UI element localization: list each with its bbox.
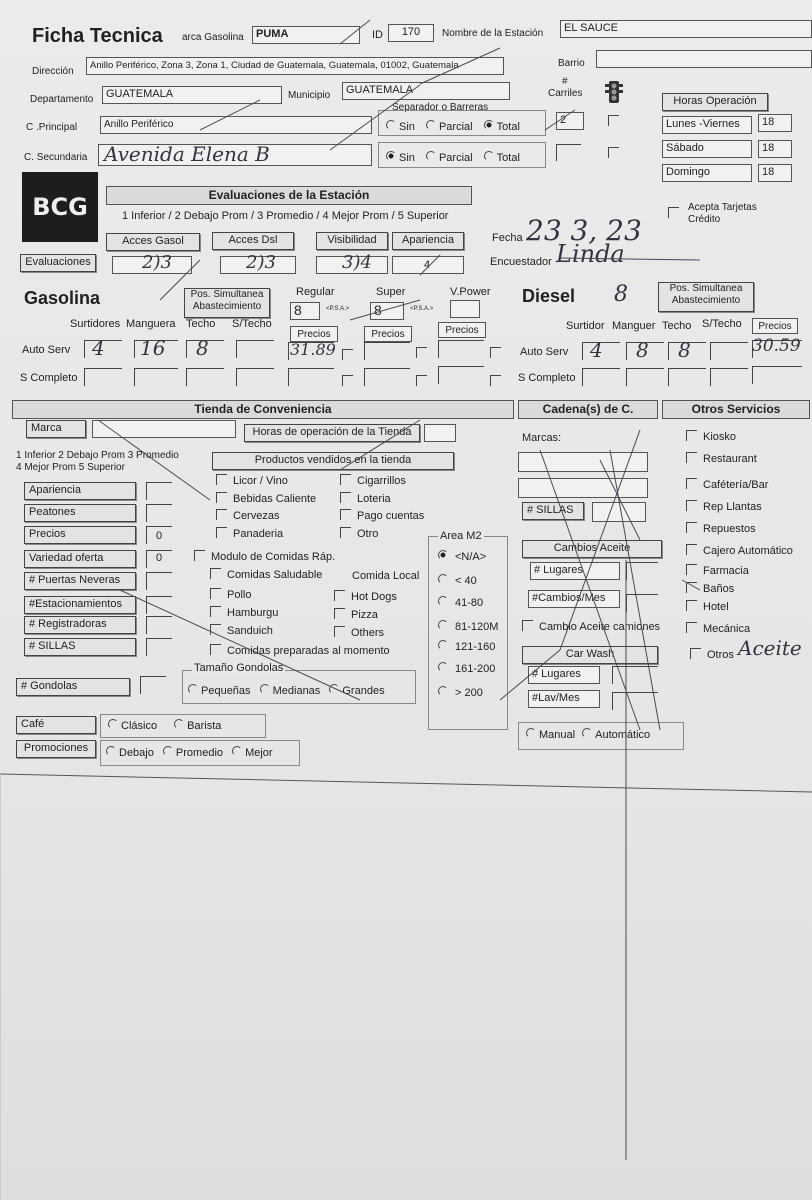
id-label: ID [372,29,383,41]
others-checkbox[interactable]: Others [334,626,384,639]
gas-s-completo-label: S Completo [20,372,78,384]
horas-operacion-button[interactable]: Horas Operación [662,93,768,111]
tarjetas-label-2: Crédito [688,214,721,225]
area-option-6[interactable]: > 200 [436,686,483,699]
producto-loteria-checkbox[interactable]: Loteria [340,492,391,505]
domingo-field[interactable]: 18 [758,164,792,182]
otros-mec-nica-checkbox[interactable]: Mecánica [686,622,750,635]
otros-rep-llantas-checkbox[interactable]: Rep Llantas [686,500,762,513]
super-pos-field[interactable]: 8 [370,302,404,320]
tamano-label: Tamaño Gondolas [194,662,284,674]
diesel-precios-header: Precios [752,318,798,334]
acces-gasol-button[interactable]: Acces Gasol [106,233,200,251]
area-option-0[interactable]: <N/A> [436,550,486,563]
car-wash-button[interactable]: Car Wash [522,646,658,664]
municipio-label: Municipio [288,90,331,101]
diesel-as-surtidor-hand: 4 [590,338,603,362]
domingo-label: Domingo [662,164,752,182]
diesel-stecho-header: S/Techo [702,318,742,330]
otros-caf-ter-a-bar-checkbox[interactable]: Cafétería/Bar [686,478,768,491]
pollo-checkbox[interactable]: Pollo [210,588,251,601]
producto-bebidas-caliente-checkbox[interactable]: Bebidas Caliente [216,492,316,505]
diesel-s-completo-label: S Completo [518,372,576,384]
aceite-cambios-label: #Cambios/Mes [528,590,620,608]
rating-estacionamientos-button[interactable]: #Estacionamientos [24,596,136,614]
diesel-hand: 8 [614,282,628,307]
marca-label: arca Gasolina [182,32,244,43]
cadena-sillas-button[interactable]: # SILLAS [522,502,584,520]
acces-dsl-button[interactable]: Acces Dsl [212,232,294,250]
promociones-button[interactable]: Promociones [16,740,96,758]
rating-registradoras-button[interactable]: # Registradoras [24,616,136,634]
regular-pos-field[interactable]: 8 [290,302,320,320]
hot-dogs-checkbox[interactable]: Hot Dogs [334,590,397,603]
aceite-lugares-label: # Lugares [530,562,620,580]
lunes-field[interactable]: 18 [758,114,792,132]
modulo-comidas[interactable]: Modulo de Comidas Ráp. [194,550,335,563]
producto-cigarrillos-checkbox[interactable]: Cigarrillos [340,474,406,487]
precios-regular-header: Precios [290,326,338,342]
diesel-auto-serv-label: Auto Serv [520,346,569,358]
cambios-aceite-button[interactable]: Cambios Aceite [522,540,662,558]
area-option-2[interactable]: 41-80 [436,596,483,609]
rating-peatones-button[interactable]: Peatones [24,504,136,522]
form-title: Ficha Tecnica [32,25,163,47]
evaluaciones-title: Evaluaciones de la Estación [106,186,472,205]
eval-acces-gasol-hand: 2)3 [142,252,172,273]
visibilidad-button[interactable]: Visibilidad [316,232,388,250]
departamento-label: Departamento [30,94,94,105]
tienda-title: Tienda de Conveniencia [12,400,514,419]
separador-label: Separador o Barreras [392,102,489,113]
gas-auto-serv-label: Auto Serv [22,344,71,356]
diesel-surtidor-header: Surtidor [566,320,605,332]
hamburgu-checkbox[interactable]: Hamburgu [210,606,278,619]
tienda-horas-button[interactable]: Horas de operación de la Tienda [244,424,420,442]
csecundaria-label: C. Secundaria [24,152,88,163]
id-field[interactable]: 170 [388,24,434,42]
otros-cajero-autom-tico-checkbox[interactable]: Cajero Automático [686,544,793,557]
marca-field[interactable]: PUMA [252,26,360,44]
gondolas-button[interactable]: # Gondolas [16,678,130,696]
gasolina-pos-sim-button[interactable]: Pos. Simultanea Abastecimiento [184,288,270,318]
diesel-as-manguer-hand: 8 [636,338,649,362]
rating-puertas-neveras-button[interactable]: # Puertas Neveras [24,572,136,590]
rating-precios-button[interactable]: Precios [24,526,136,544]
evaluaciones-scale: 1 Inferior / 2 Debajo Prom / 3 Promedio / 4 Mejor Prom / 5 Superior [122,210,449,222]
super-label: Super [376,286,406,298]
carriles-hash: # [562,76,568,87]
gas-as-techo-hand: 8 [196,336,209,360]
vpower-label: V.Power [450,286,491,298]
otros-checkbox[interactable]: Otros [690,648,734,661]
variedad-rating-value: 0 [156,552,163,564]
comida-local-label: Comida Local [352,570,420,582]
gas-as-manguera-hand: 16 [140,336,166,360]
area-option-4[interactable]: 121-160 [436,640,495,653]
gas-as-precio-regular-hand: 31.89 [290,340,336,359]
regular-label: Regular [296,286,335,298]
cafe-options[interactable]: Clásico Barista [106,719,221,732]
tienda-scale-1: 1 Inferior 2 Debajo Prom 3 Promedio [16,450,179,461]
otros-kiosko-checkbox[interactable]: Kiosko [686,430,736,443]
regular-psa: <P.S.A.> [326,306,350,312]
precios-vpower-header: Precios [438,322,486,338]
direccion-label: Dirección [32,66,74,77]
cprincipal-label: C .Principal [26,122,78,133]
productos-button[interactable]: Productos vendidos en la tienda [212,452,454,470]
otros-restaurant-checkbox[interactable]: Restaurant [686,452,757,465]
wash-lugares-label: # Lugares [528,666,600,684]
comidas-prep-checkbox[interactable]: Comidas preparadas al momento [210,644,390,657]
rating-variedad-oferta-button[interactable]: Variedad oferta [24,550,136,568]
otros-repuestos-checkbox[interactable]: Repuestos [686,522,756,535]
tamano-options[interactable]: Pequeñas Medianas Grandes [186,684,385,697]
wash-mode-options[interactable]: Manual Automático [524,728,650,741]
tienda-marca-button[interactable]: Marca [26,420,86,438]
apariencia-button[interactable]: Apariencia [392,232,464,250]
diesel-techo-header: Techo [662,320,692,332]
tarjetas-label-1: Acepta Tarjetas [688,202,757,213]
separador-secundaria-options[interactable]: Sin Parcial Total [384,151,520,164]
gasolina-title: Gasolina [24,288,101,308]
nombre-field[interactable]: EL SAUCE [560,20,812,38]
gas-as-surtidores-hand: 4 [92,336,105,360]
comidas-saludable[interactable]: Comidas Saludable [210,568,322,581]
encuestador-handwriting: Linda [556,240,625,268]
promociones-options[interactable]: Debajo Promedio Mejor [104,746,273,759]
precios-super-header: Precios [364,326,412,342]
sabado-label: Sábado [662,140,752,158]
pizza-checkbox[interactable]: Pizza [334,608,378,621]
marcas-label: Marcas: [522,432,562,444]
encuestador-label: Encuestador [490,256,552,268]
area-label: Area M2 [440,530,482,542]
otros-title: Otros Servicios [662,400,810,419]
manguera-header: Manguera [126,318,176,330]
sanduich-checkbox[interactable]: Sanduich [210,624,273,637]
fecha-handwriting: 23 3, 23 [526,214,642,247]
carriles-label: Carriles [548,88,583,99]
area-option-1[interactable]: < 40 [436,574,477,587]
nombre-label: Nombre de la Estación [442,28,544,39]
area-option-3[interactable]: 81-120M [436,620,498,633]
departamento-field[interactable]: GUATEMALA [102,86,282,104]
super-psa: <P.S.A.> [410,306,434,312]
area-option-5[interactable]: 161-200 [436,662,495,675]
lunes-label: Lunes -Viernes [662,116,752,134]
diesel-manguer-header: Manguer [612,320,656,332]
cambio-camiones-checkbox[interactable]: Cambio Aceite camiones [522,620,660,633]
producto-otro-checkbox[interactable]: Otro [340,527,378,540]
surtidores-header: Surtidores [70,318,121,330]
separador-principal-options[interactable]: Sin Parcial Total [384,120,520,133]
stecho-header: S/Techo [232,318,272,330]
diesel-as-precio-hand: 30.59 [752,336,801,356]
producto-pago-cuentas-checkbox[interactable]: Pago cuentas [340,509,424,522]
direccion-field[interactable]: Anillo Periférico, Zona 3, Zona 1, Ciudad de Guatemala, Guatemala, 01002, Guatemala [86,57,504,75]
cprincipal-field[interactable]: Anillo Periférico [100,116,372,134]
barrio-label: Barrio [558,58,585,69]
producto-panaderia-checkbox[interactable]: Panaderia [216,527,283,540]
rating-sillas-button[interactable]: # SILLAS [24,638,136,656]
otros-handwriting: Aceite [738,636,802,660]
tienda-scale-2: 4 Mejor Prom 5 Superior [16,462,125,473]
municipio-field[interactable]: GUATEMALA [342,82,510,100]
eval-visibilidad-hand: 3)4 [342,252,372,273]
diesel-as-techo-hand: 8 [678,338,691,362]
cadena-title: Cadena(s) de C. [518,400,658,419]
wash-lav-label: #Lav/Mes [528,690,600,708]
otros-ba-os-checkbox[interactable]: Baños [686,582,734,595]
eval-acces-dsl-hand: 2)3 [246,252,276,273]
csecundaria-handwriting: Avenida Elena B [104,142,270,166]
sabado-field[interactable]: 18 [758,140,792,158]
otros-hotel-checkbox[interactable]: Hotel [686,600,729,613]
techo-header: Techo [186,318,216,330]
bcg-logo: BCG [22,172,98,242]
otros-farmacia-checkbox[interactable]: Farmacia [686,564,749,577]
producto-cervezas-checkbox[interactable]: Cervezas [216,509,279,522]
evaluaciones-button[interactable]: Evaluaciones [20,254,96,272]
fecha-label: Fecha [492,232,523,244]
cafe-button[interactable]: Café [16,716,96,734]
carriles-field[interactable]: 2 [556,112,584,130]
producto-licor-vino-checkbox[interactable]: Licor / Vino [216,474,288,487]
eval-apariencia-value: 4 [424,259,431,271]
diesel-title: Diesel [522,286,576,306]
precios-rating-value: 0 [156,530,163,542]
rating-apariencia-button[interactable]: Apariencia [24,482,136,500]
diesel-pos-sim-button[interactable]: Pos. Simultanea Abastecimiento [658,282,754,312]
